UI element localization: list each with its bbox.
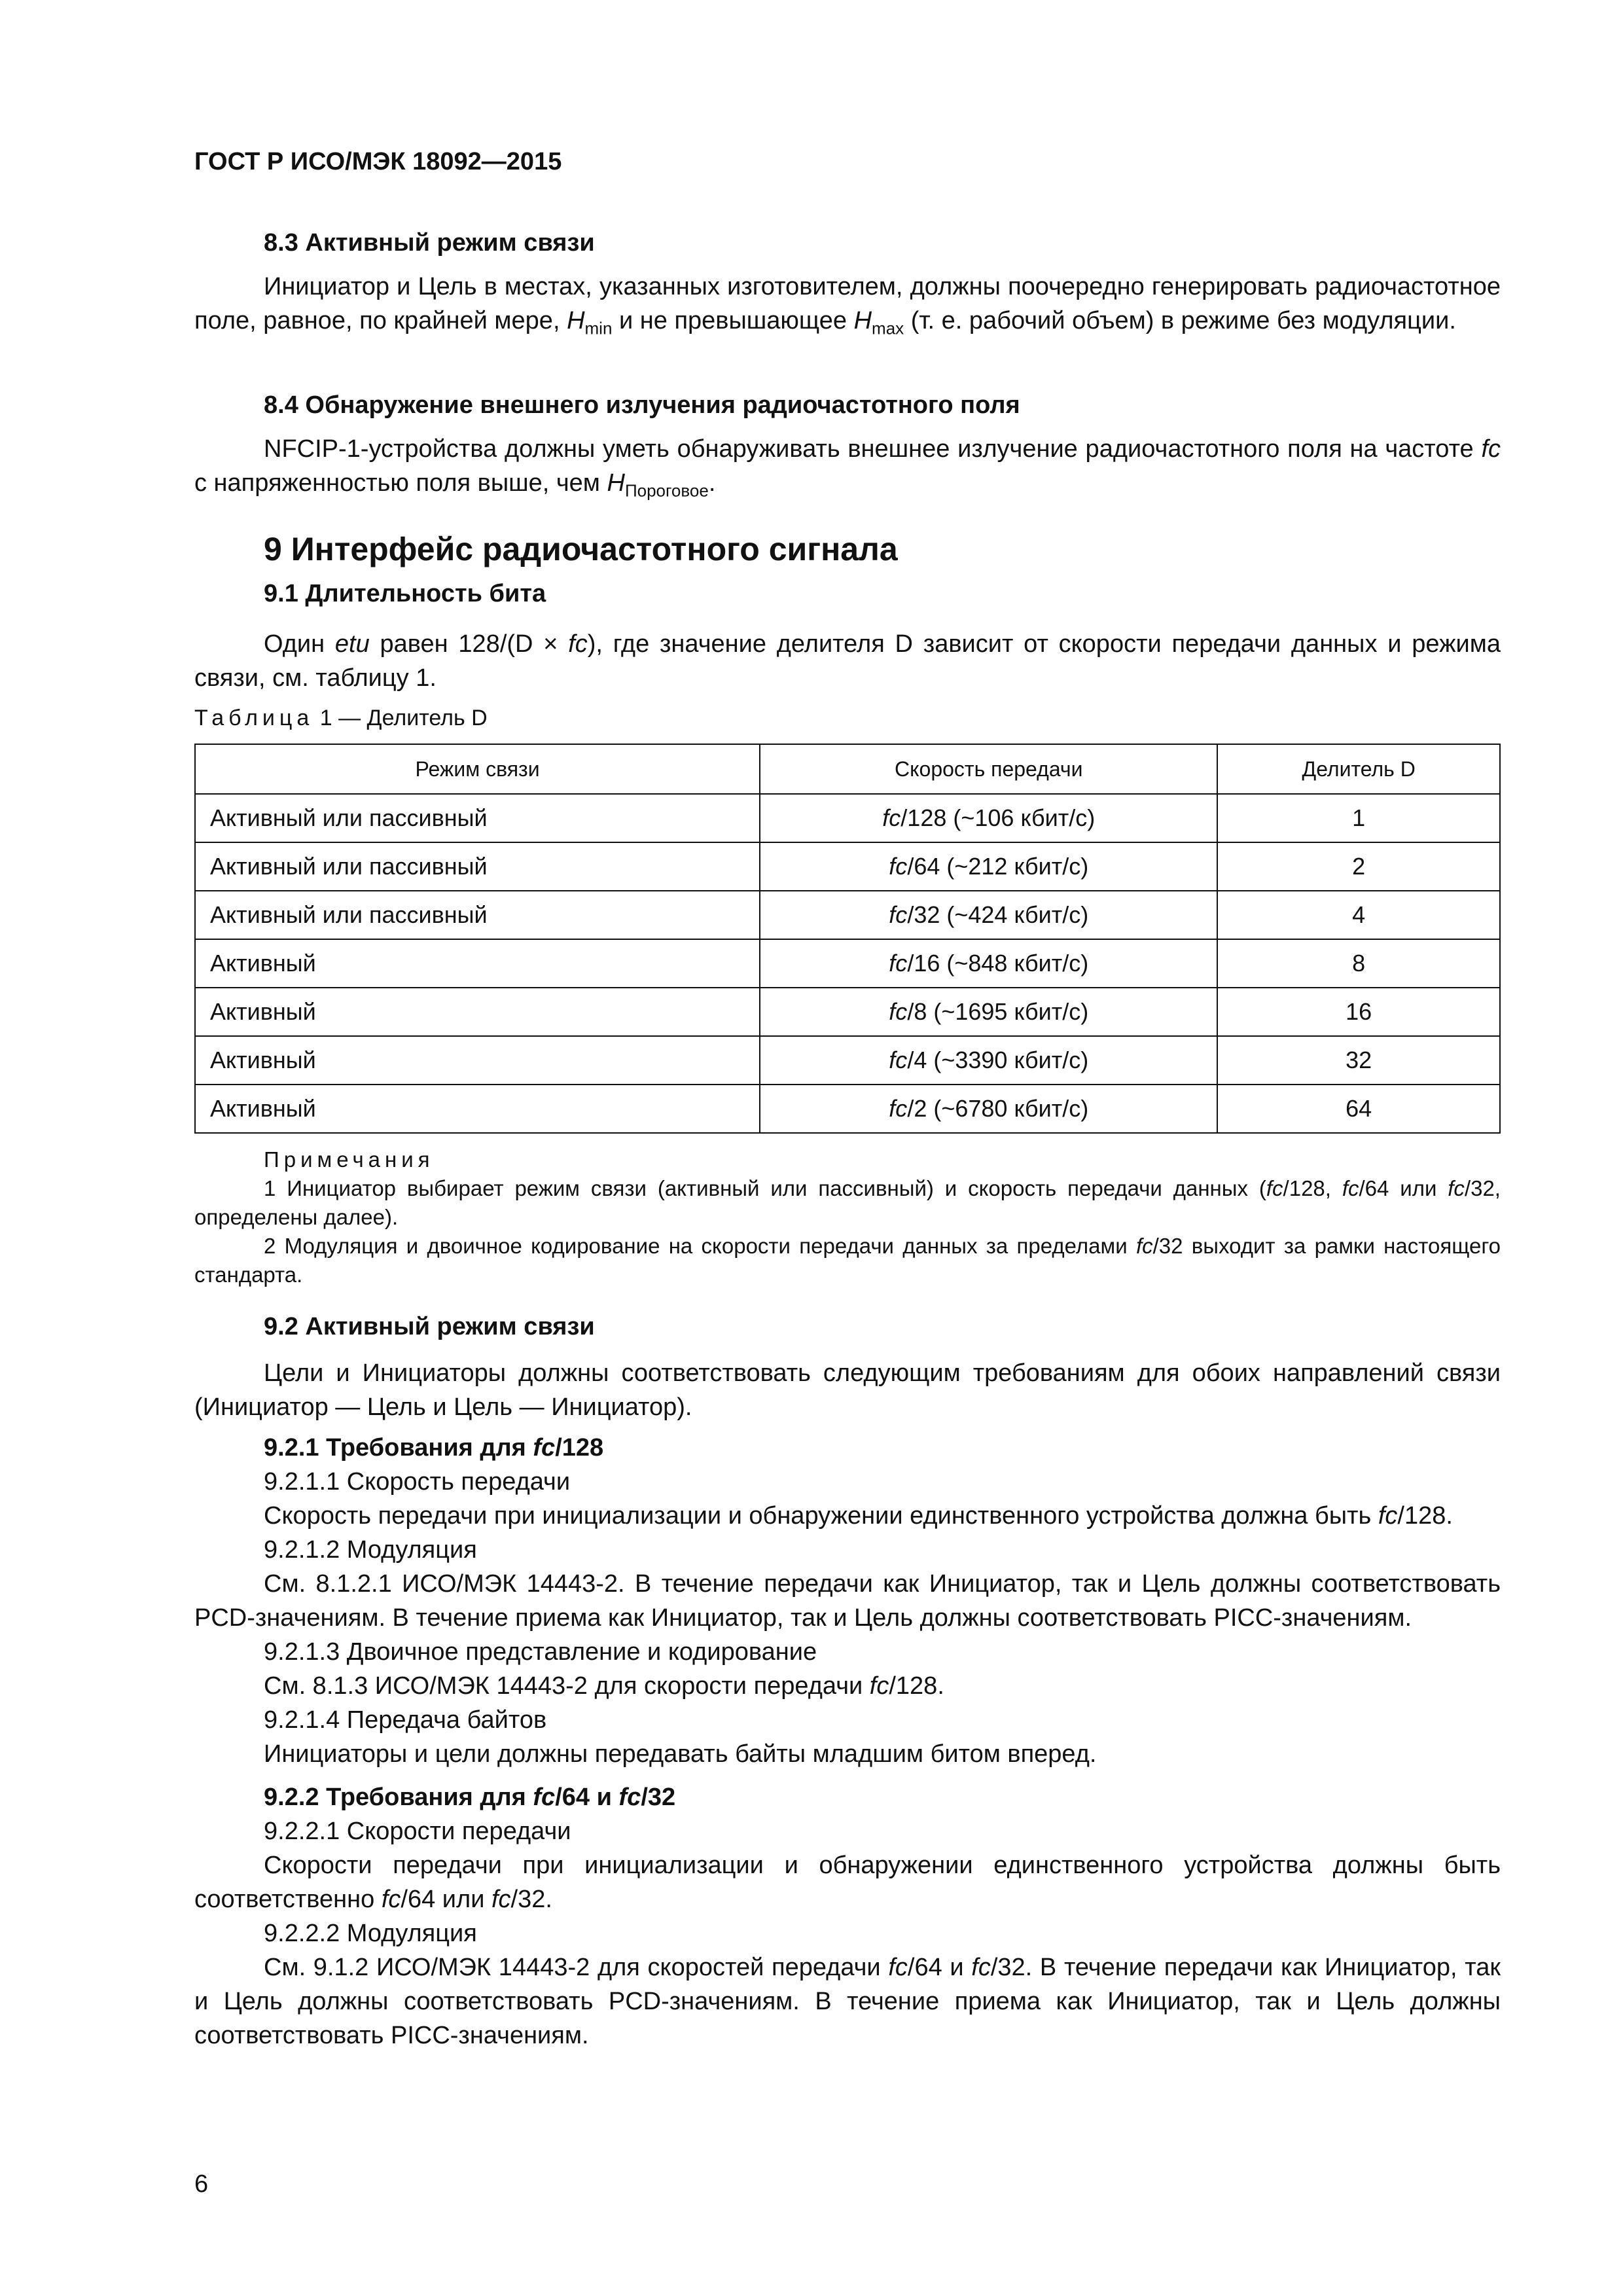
section-9-1-text	[194, 627, 1501, 695]
note-1	[194, 1174, 1501, 1232]
text-fragment: (т. е. рабочий объем) в режиме без модуляции.	[904, 307, 1456, 334]
divider-cell: 8	[1217, 939, 1500, 988]
section-9-2-2-1-title: 9.2.2.1 Скорости передачи	[264, 1818, 571, 1845]
text-fragment: /64 или	[401, 1886, 491, 1913]
text-fragment: /128	[555, 1434, 604, 1462]
text-fragment: ), где значение делителя D зависит от скорости передачи данных и режима связи, см. таблицу 1.	[194, 630, 1501, 692]
rate-cell	[760, 891, 1217, 939]
h-subscript: Пороговое	[624, 480, 709, 501]
divider-cell: 64	[1217, 1085, 1500, 1133]
fc-symbol: fc	[1342, 1176, 1359, 1200]
mode-cell: Активный	[195, 1036, 760, 1085]
rate-value: /32 (~424 кбит/с)	[907, 901, 1089, 928]
divider-table-wrapper	[194, 744, 1501, 1134]
section-8-3-text	[194, 270, 1501, 346]
section-9-2-1-2-title: 9.2.1.2 Модуляция	[264, 1536, 477, 1564]
fc-symbol: fc	[889, 853, 908, 880]
mode-cell: Активный или пассивный	[195, 794, 760, 842]
fc-symbol: fc	[1448, 1176, 1465, 1200]
fc-symbol: fc	[533, 1784, 556, 1811]
subsections-block	[194, 1431, 1501, 2053]
section-9-2-1-4-text: Инициаторы и цели должны передавать байты младшим битом вперед.	[264, 1740, 1097, 1768]
rate-value: /8 (~1695 кбит/с)	[907, 998, 1089, 1025]
fc-symbol: fc	[1481, 435, 1501, 463]
section-9-2-2-2-text	[194, 1950, 1501, 2053]
rate-cell	[760, 1036, 1217, 1085]
text-fragment: 2 Модуляция и двоичное кодирование на скорости передачи данных за пределами	[264, 1234, 1136, 1258]
text-fragment: /32	[641, 1784, 676, 1811]
section-9-2-2-2-title: 9.2.2.2 Модуляция	[264, 1920, 477, 1947]
fc-symbol: fc	[882, 804, 901, 831]
column-header: Скорость передачи	[760, 744, 1217, 794]
fc-symbol: fc	[889, 901, 908, 928]
fc-symbol: fc	[1378, 1502, 1398, 1530]
table-row	[195, 1085, 1500, 1133]
text-fragment: /32 выходит за рамки настоящего стандарта.	[194, 1234, 1501, 1287]
rate-value: /2 (~6780 кбит/с)	[907, 1095, 1089, 1122]
rate-value: /4 (~3390 кбит/с)	[907, 1047, 1089, 1073]
h-subscript: max	[872, 318, 904, 338]
rate-cell	[760, 1085, 1217, 1133]
table-caption-rest: 1 — Делитель D	[313, 706, 488, 730]
mode-cell: Активный или пассивный	[195, 842, 760, 891]
fc-symbol: fc	[491, 1886, 511, 1913]
fc-symbol: fc	[381, 1886, 401, 1913]
fc-symbol: fc	[1266, 1176, 1283, 1200]
text-fragment: Инициатор и Цель в местах, указанных изготовителем, должны поочередно генерировать радиочастотное поле, равное, по крайней мере,	[194, 273, 1501, 334]
mode-cell: Активный	[195, 939, 760, 988]
text-fragment: и не превышающее	[612, 307, 854, 334]
divider-cell: 2	[1217, 842, 1500, 891]
etu-symbol: etu	[334, 630, 370, 658]
text-fragment: с напряженностью поля выше, чем	[194, 469, 607, 497]
text-fragment: Скорости передачи при инициализации и обнаружении единственного устройства должны быть соответственно	[194, 1852, 1501, 1913]
table-row	[195, 794, 1500, 842]
section-9-2-1-3-text	[194, 1669, 1501, 1703]
section-9-2-1-3-title: 9.2.1.3 Двоичное представление и кодирование	[264, 1638, 817, 1666]
divider-cell: 16	[1217, 988, 1500, 1036]
h-symbol: H	[853, 307, 872, 334]
fc-symbol: fc	[889, 950, 908, 977]
fc-symbol: fc	[971, 1954, 991, 1981]
text-fragment: .	[708, 469, 716, 497]
section-9-2-1-4-title: 9.2.1.4 Передача байтов	[264, 1706, 547, 1734]
text-fragment: См. 9.1.2 ИСО/МЭК 14443-2 для скоростей передачи	[264, 1954, 889, 1981]
text-fragment: /64 или	[1359, 1176, 1448, 1200]
fc-symbol: fc	[889, 998, 908, 1025]
fc-symbol: fc	[618, 1784, 641, 1811]
table-row	[195, 891, 1500, 939]
section-9-2-title: 9.2 Активный режим связи	[264, 1313, 595, 1340]
text-fragment: 9.2.2 Требования для	[264, 1784, 533, 1811]
section-9-2-1-1-text	[194, 1499, 1501, 1533]
fc-symbol: fc	[1135, 1234, 1153, 1258]
table-row	[195, 988, 1500, 1036]
table-row	[195, 842, 1500, 891]
section-8-4-text	[194, 432, 1501, 508]
rate-cell	[760, 794, 1217, 842]
mode-cell: Активный	[195, 988, 760, 1036]
text-fragment: /32.	[510, 1886, 552, 1913]
rate-cell	[760, 939, 1217, 988]
text-fragment: /64 и	[907, 1954, 972, 1981]
section-9-2-1-title	[194, 1431, 1501, 1465]
rate-value: /128 (~106 кбит/с)	[901, 804, 1096, 831]
text-fragment: равен 128/(D ×	[369, 630, 569, 658]
text-fragment: 1 Инициатор выбирает режим связи (активный или пассивный) и скорость передачи данных (	[264, 1176, 1266, 1200]
text-fragment: /32. В течение передачи как Инициатор, так и Цель должны соответствовать PCD-значениям. В течение приема как Инициатор, так и Цель должны соответствовать PICC-значениям.	[194, 1954, 1501, 2049]
section-9-2-1-1-title: 9.2.1.1 Скорость передачи	[264, 1468, 571, 1496]
section-8-4-title: 8.4 Обнаружение внешнего излучения радиочастотного поля	[264, 391, 1020, 419]
fc-symbol: fc	[869, 1672, 889, 1700]
fc-symbol: fc	[533, 1434, 556, 1462]
mode-cell: Активный или пассивный	[195, 891, 760, 939]
mode-cell: Активный	[195, 1085, 760, 1133]
divider-table	[194, 744, 1501, 1134]
table-row	[195, 939, 1500, 988]
column-header: Делитель D	[1217, 744, 1500, 794]
section-8-3-title: 8.3 Активный режим связи	[264, 229, 595, 257]
table-notes	[194, 1145, 1501, 1289]
section-9-2-2-title	[194, 1780, 1501, 1814]
rate-cell	[760, 988, 1217, 1036]
table-caption-word: Таблица	[194, 706, 314, 730]
divider-cell: 32	[1217, 1036, 1500, 1085]
standard-header: ГОСТ Р ИСО/МЭК 18092—2015	[194, 148, 562, 175]
fc-symbol: fc	[568, 630, 588, 658]
section-9-title: 9 Интерфейс радиочастотного сигнала	[264, 531, 898, 567]
table-caption	[194, 706, 1501, 731]
section-9-2-1-2-text: См. 8.1.2.1 ИСО/МЭК 14443-2. В течение передачи как Инициатор, так и Цель должны соответствовать PCD-значениям. В течение приема как Инициатор, так и Цель должны соответствовать PICC-значениям.	[194, 1570, 1501, 1632]
text-fragment: /128,	[1283, 1176, 1342, 1200]
divider-cell: 4	[1217, 891, 1500, 939]
fc-symbol: fc	[889, 1047, 908, 1073]
rate-cell	[760, 842, 1217, 891]
text-fragment: Один	[264, 630, 335, 658]
fc-symbol: fc	[889, 1095, 908, 1122]
section-9-1-title: 9.1 Длительность бита	[264, 580, 546, 607]
text-fragment: /32, определены далее).	[194, 1176, 1501, 1229]
note-2	[194, 1232, 1501, 1289]
text-fragment: 9.2.1 Требования для	[264, 1434, 533, 1462]
text-fragment: NFCIP-1-устройства должны уметь обнаруживать внешнее излучение радиочастотного поля на частоте	[264, 435, 1482, 463]
rate-value: /16 (~848 кбит/с)	[907, 950, 1089, 977]
table-row	[195, 1036, 1500, 1085]
notes-heading: Примечания	[264, 1147, 435, 1172]
text-fragment: См. 8.1.3 ИСО/МЭК 14443-2 для скорости передачи	[264, 1672, 870, 1700]
h-subscript: min	[584, 318, 613, 338]
h-symbol: H	[607, 469, 625, 497]
table-header-row	[195, 744, 1500, 794]
section-9-2-text: Цели и Инициаторы должны соответствовать следующим требованиям для обоих направлений связи (Инициатор — Цель и Цель — Инициатор).	[194, 1359, 1501, 1421]
divider-cell: 1	[1217, 794, 1500, 842]
section-9-2-2-1-text	[194, 1848, 1501, 1916]
fc-symbol: fc	[888, 1954, 908, 1981]
text-fragment: /128.	[1397, 1502, 1453, 1530]
h-symbol: H	[567, 307, 585, 334]
page-number: 6	[194, 2170, 209, 2198]
column-header: Режим связи	[195, 744, 760, 794]
text-fragment: /64 и	[555, 1784, 619, 1811]
text-fragment: /128.	[889, 1672, 944, 1700]
rate-value: /64 (~212 кбит/с)	[907, 853, 1089, 880]
text-fragment: Скорость передачи при инициализации и обнаружении единственного устройства должна быть	[264, 1502, 1378, 1530]
